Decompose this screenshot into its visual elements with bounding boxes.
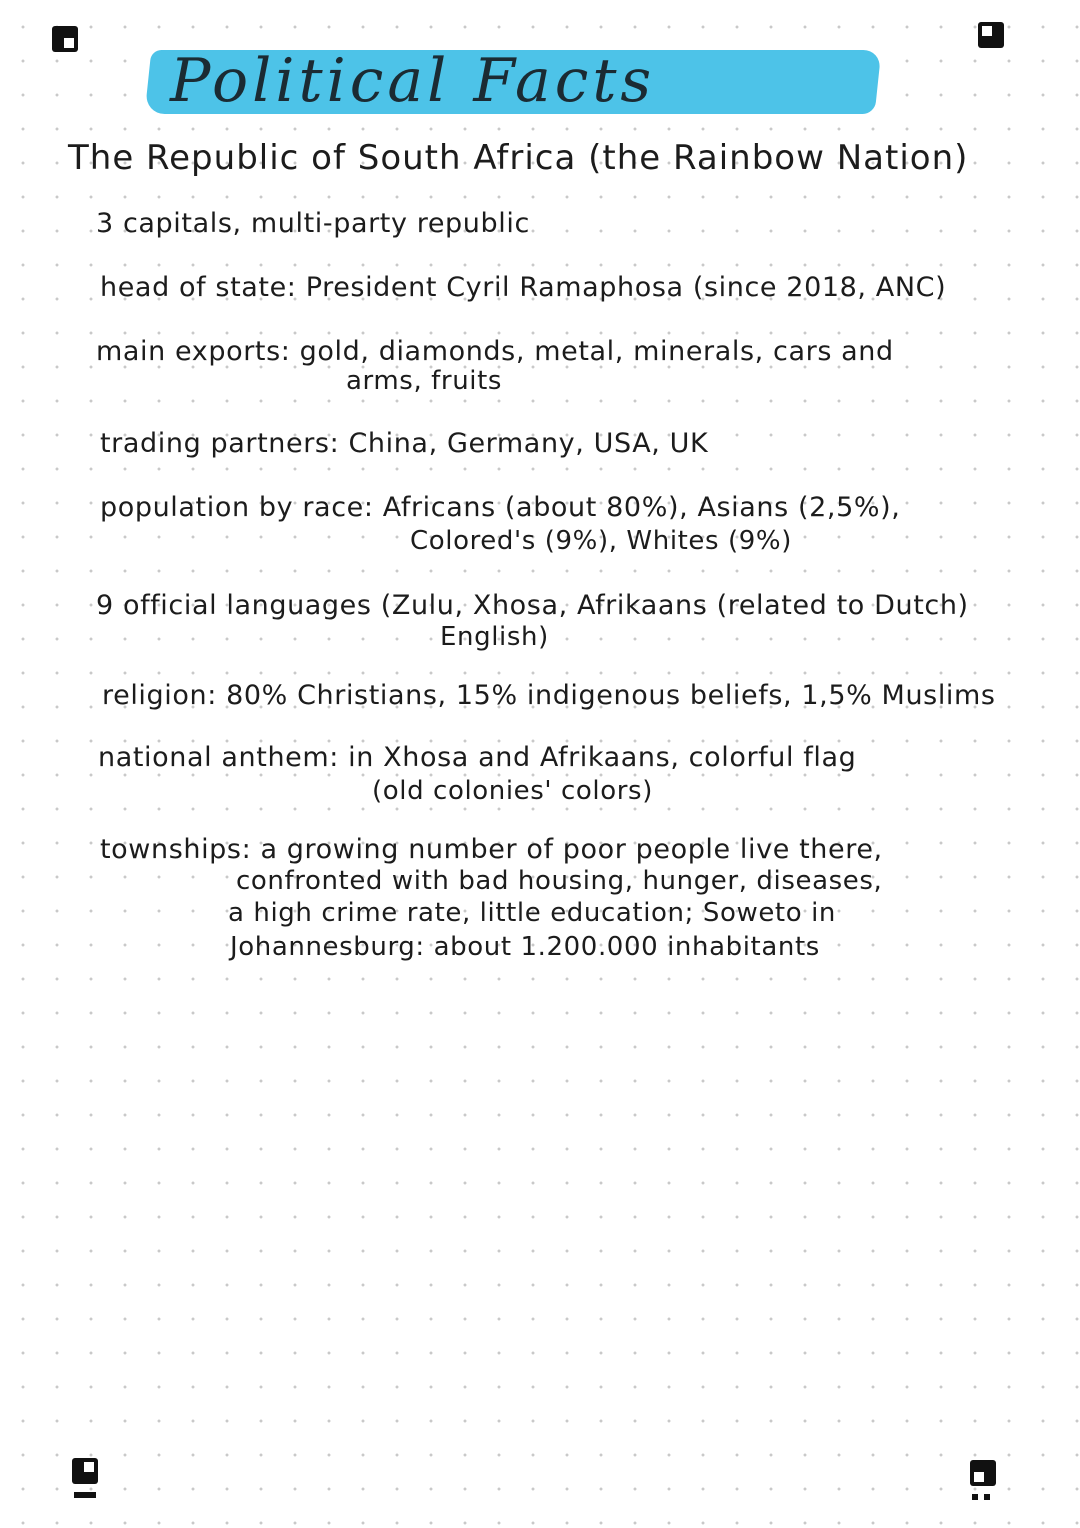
page-title: Political Facts xyxy=(170,46,656,116)
corner-marker-bottom-right-dot xyxy=(972,1494,978,1500)
fact-continuation: Colored's (9%), Whites (9%) xyxy=(410,526,792,556)
fact-continuation: arms, fruits xyxy=(346,366,503,396)
fact-label: head of state: xyxy=(100,272,297,303)
corner-marker-bottom-right-dot xyxy=(984,1494,990,1500)
corner-marker-bottom-right xyxy=(970,1460,996,1486)
fact-value: 80% Christians, 15% indigenous beliefs, 1,5% Muslims xyxy=(226,680,996,711)
fact-value: a growing number of poor people live there, xyxy=(260,834,883,865)
fact-official-languages xyxy=(96,590,969,622)
fact-continuation: (old colonies' colors) xyxy=(372,776,653,806)
fact-value: in Xhosa and Afrikaans, colorful flag xyxy=(348,742,857,773)
fact-continuation: confronted with bad housing, hunger, diseases, xyxy=(236,866,883,896)
fact-value: Africans (about 80%), Asians (2,5%), xyxy=(382,492,901,523)
fact-value: China, Germany, USA, UK xyxy=(348,428,709,459)
fact-label: population by race: xyxy=(100,492,374,523)
fact-religion xyxy=(102,680,996,712)
fact-head-of-state xyxy=(100,272,946,304)
fact-label: trading partners: xyxy=(100,428,340,459)
fact-label: townships: xyxy=(100,834,252,865)
fact-continuation: a high crime rate, little education; Soweto in xyxy=(228,898,836,928)
fact-label: religion: xyxy=(102,680,217,711)
fact-population xyxy=(100,492,900,524)
fact-value: gold, diamonds, metal, minerals, cars and xyxy=(299,336,894,367)
corner-marker-bottom-left-bar xyxy=(74,1492,96,1498)
fact-continuation: English) xyxy=(440,622,549,652)
fact-townships xyxy=(100,834,883,866)
fact-continuation: Johannesburg: about 1.200.000 inhabitants xyxy=(230,932,820,962)
fact-value: President Cyril Ramaphosa (since 2018, ANC) xyxy=(305,272,947,303)
fact-value: (Zulu, Xhosa, Afrikaans (related to Dutch) xyxy=(380,590,969,621)
fact-national-anthem xyxy=(98,742,856,774)
fact-capitals xyxy=(96,208,530,240)
corner-marker-top-right xyxy=(978,22,1004,48)
corner-marker-top-left xyxy=(52,26,78,52)
section-heading: The Republic of South Africa (the Rainbow Nation) xyxy=(68,138,969,178)
fact-label: main exports: xyxy=(96,336,291,367)
corner-marker-bottom-left xyxy=(72,1458,98,1484)
fact-text: 3 capitals, multi-party republic xyxy=(96,208,530,239)
page-title-block xyxy=(148,40,888,120)
fact-label: national anthem: xyxy=(98,742,339,773)
fact-main-exports xyxy=(96,336,894,368)
fact-trading-partners xyxy=(100,428,708,460)
fact-label: 9 official languages xyxy=(96,590,372,621)
